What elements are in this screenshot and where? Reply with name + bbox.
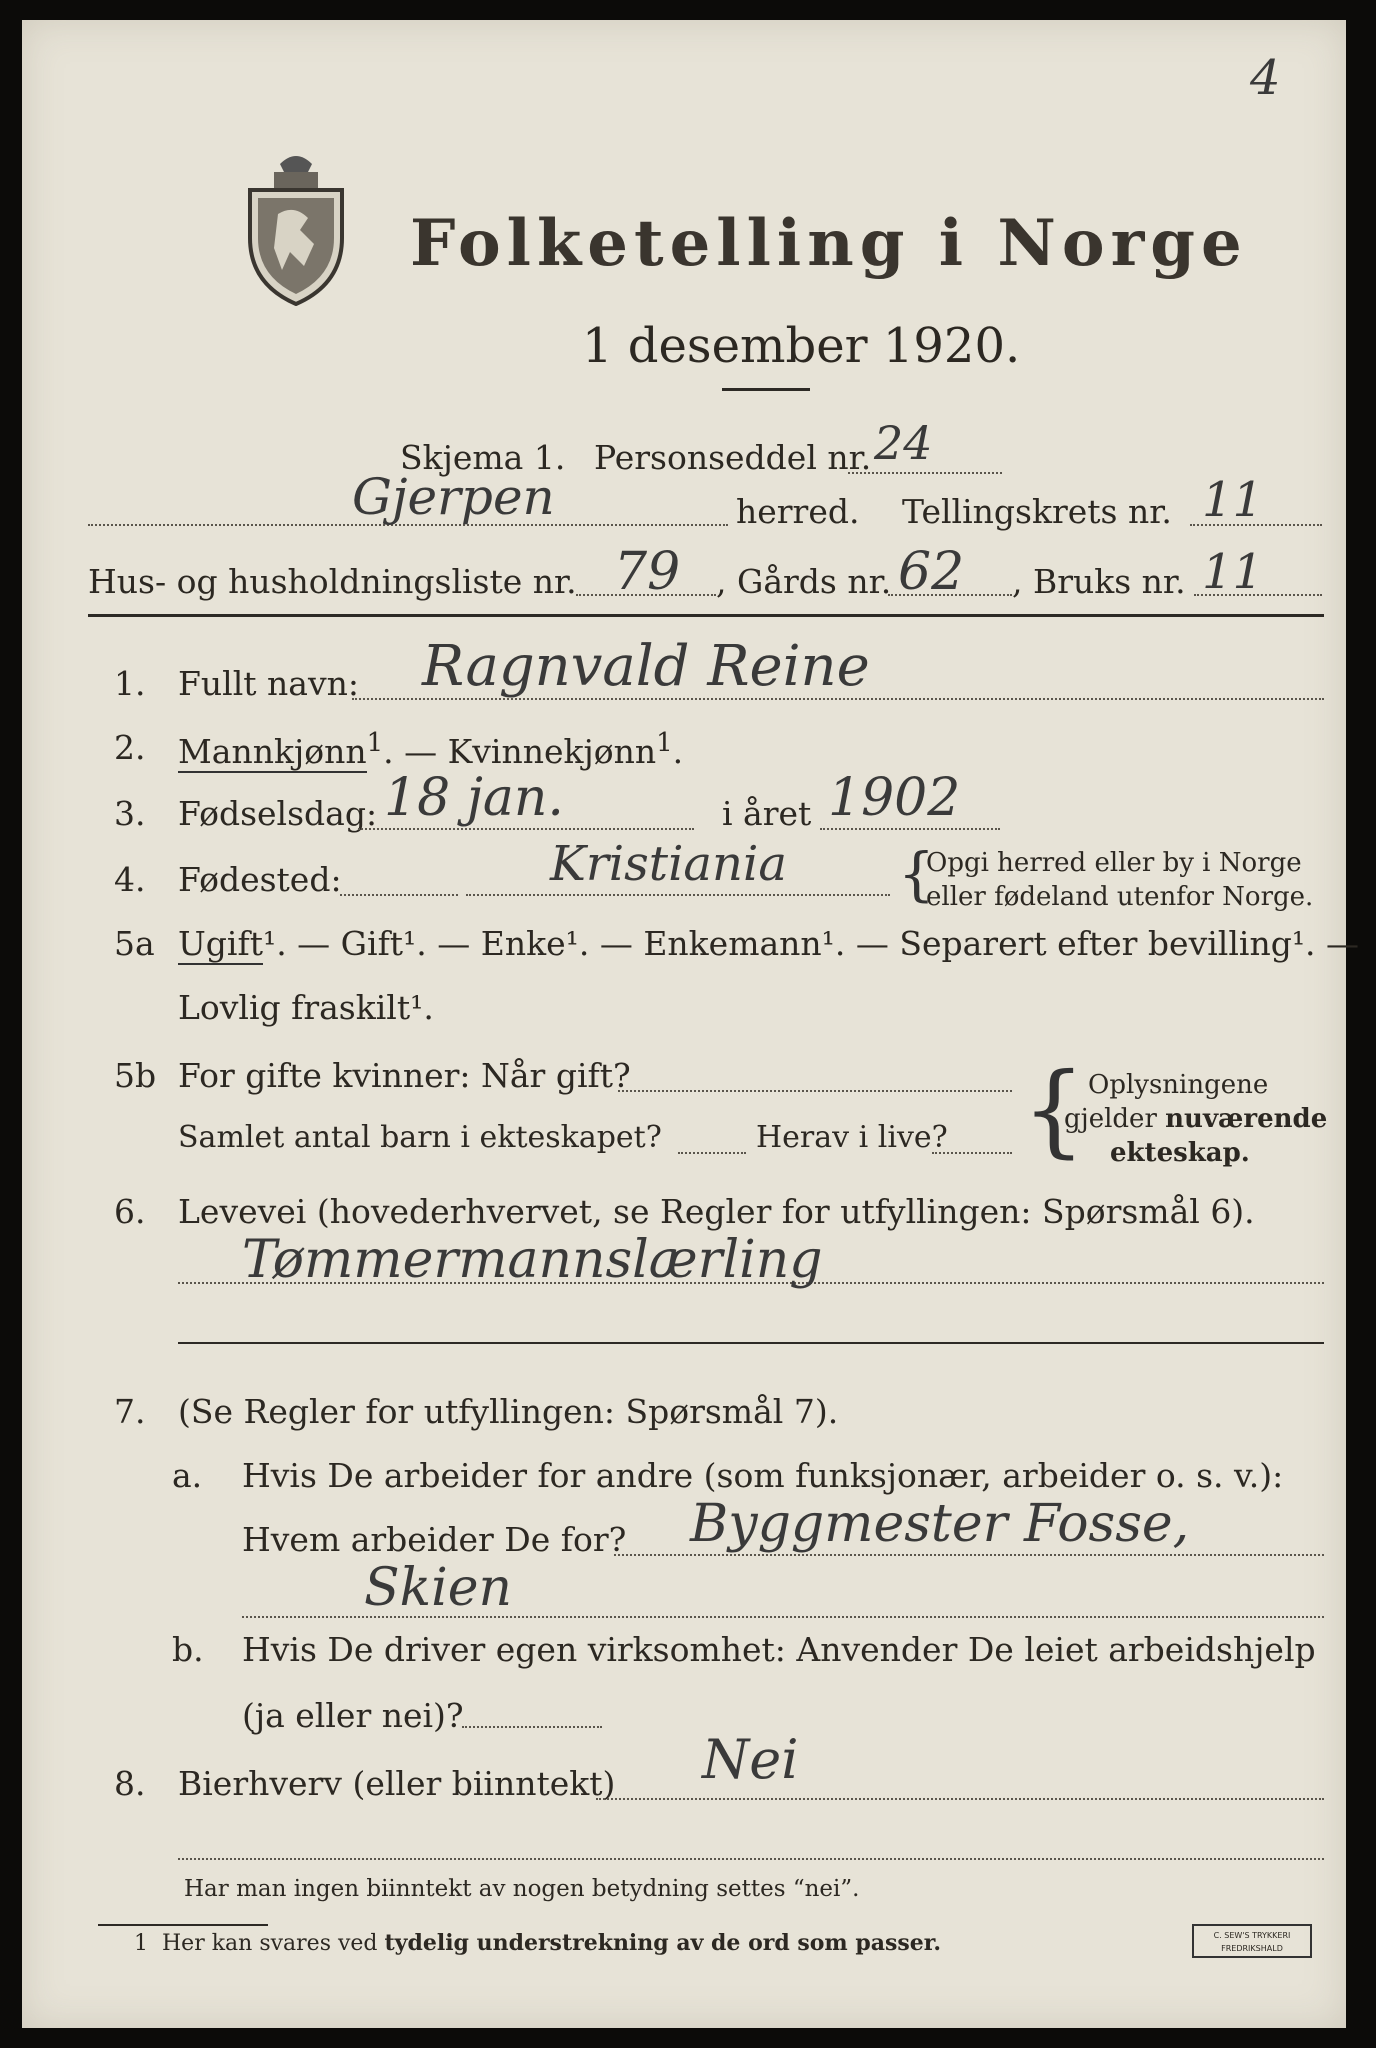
q5a-marital-options: Ugift¹. — Gift¹. — Enke¹. — Enkemann¹. — Separert efter bevilling¹. — [178,924,1360,963]
q1-full-name-value: Ragnvald Reine [422,634,870,699]
bruks-label: , Bruks nr. [1012,562,1186,601]
herred-label: herred. [736,492,860,531]
herred-value: Gjerpen [352,468,555,526]
q5a-ugift-option: Ugift [178,924,263,963]
q5b-children-line [678,1152,746,1154]
footnote-divider [98,1924,268,1926]
census-date: 1 desember 1920. [582,318,1021,374]
q4-line-a [340,894,458,896]
q5a-line2: Lovlig fraskilt¹. [178,988,434,1027]
q8-line2 [178,1858,1324,1860]
form-title: Folketelling i Norge [410,206,1248,281]
q7-label: (Se Regler for utfyllingen: Spørsmål 7). [178,1392,839,1431]
q5b-when-married-label: For gifte kvinner: Når gift? [178,1056,631,1095]
bruks-value: 11 [1202,544,1264,600]
q1-label: Fullt navn: [178,664,359,703]
q2-female-option: Kvinnekjønn [447,732,657,771]
header-divider [88,614,1324,617]
footnote: 1 Her kan svares ved tydelig understrekning av de ord som passer. [134,1930,942,1956]
q3-number: 3. [114,794,146,833]
q3-year-line [820,828,1000,830]
q5a-number: 5a [114,924,155,963]
q7b-letter: b. [172,1630,204,1669]
q3-birthdate-line [358,828,694,830]
q5b-note-line2: gjelder nuværende [1064,1104,1328,1134]
q4-number: 4. [114,860,146,899]
q7a-question: Hvem arbeider De for? [242,1520,627,1559]
q6-occupation-value: Tømmermannslærling [242,1230,823,1290]
q3-year-value: 1902 [828,768,961,828]
title-divider [722,388,810,391]
q2-male-option: Mannkjønn [178,732,367,771]
q7a-employer-value-1: Byggmester Fosse, [690,1494,1190,1554]
q1-number: 1. [114,664,146,703]
q7a-letter: a. [172,1456,203,1495]
husholdningsliste-label: Hus- og husholdningsliste nr. [88,562,577,601]
q2-sex-options: Mannkjønn$^1$. — Kvinnekjønn$^1$. [178,728,684,771]
personseddel-label: Personseddel nr. [594,438,872,477]
q5b-when-married-line [618,1090,1012,1092]
q5b-brace: { [1022,1051,1086,1168]
printer-stamp: C. SEW'S TRYKKERI FREDRIKSHALD [1192,1924,1312,1958]
q7b-question: (ja eller nei)? [242,1696,464,1735]
q4-line-b [466,894,890,896]
q4-birthplace-value: Kristiania [550,836,787,892]
q5b-alive-label: Herav i live? [756,1120,948,1155]
q5b-alive-line [932,1152,1012,1154]
q5b-note-line3: ekteskap. [1110,1138,1250,1168]
q4-label: Fødested: [178,860,342,899]
q3-label: Fødselsdag: [178,794,378,833]
q6-line2 [178,1342,1324,1344]
q7-number: 7. [114,1392,146,1431]
page-corner-number: 4 [1250,50,1281,106]
census-form-page [22,20,1360,2028]
q5b-number: 5b [114,1056,157,1095]
q8-label: Bierhverv (eller biinntekt) [178,1764,616,1803]
q6-number: 6. [114,1192,146,1231]
personseddel-line [848,472,1002,474]
footnote-marker: 1 [134,1931,148,1956]
schema-label: Skjema 1. [400,438,566,477]
q6-label: Levevei (hovederhvervet, se Regler for utfyllingen: Spørsmål 6). [178,1192,1255,1231]
q7a-line1 [614,1554,1324,1556]
q8-line1 [596,1798,1324,1800]
q4-note-line2: eller fødeland utenfor Norge. [926,882,1314,912]
q3-birthdate-value: 18 jan. [384,768,564,828]
q5b-children-label: Samlet antal barn i ekteskapet? [178,1120,662,1155]
q7b-line [462,1726,602,1728]
husholdningsliste-value: 79 [614,542,681,602]
q7a-text: Hvis De arbeider for andre (som funksjonær, arbeider o. s. v.): [242,1456,1284,1495]
tellingskrets-value: 11 [1202,472,1264,528]
gards-label: , Gårds nr. [716,562,892,601]
personseddel-value: 24 [874,416,933,470]
q7b-text: Hvis De driver egen virksomhet: Anvender De leiet arbeidshjelp [242,1630,1316,1669]
gards-value: 62 [898,542,965,602]
q2-number: 2. [114,728,146,767]
q4-brace: { [898,840,935,908]
q3-year-label: i året [722,794,812,833]
norwegian-coat-of-arms-icon [244,148,348,306]
q8-value: Nei [702,1728,799,1791]
q5b-note-line1: Oplysningene [1088,1070,1269,1100]
income-note: Har man ingen biinntekt av nogen betydning settes “nei”. [184,1876,860,1902]
tellingskrets-label: Tellingskrets nr. [902,492,1172,531]
q4-note-line1: Opgi herred eller by i Norge [926,848,1302,878]
q7a-employer-value-2: Skien [364,1558,513,1618]
q8-number: 8. [114,1764,146,1803]
